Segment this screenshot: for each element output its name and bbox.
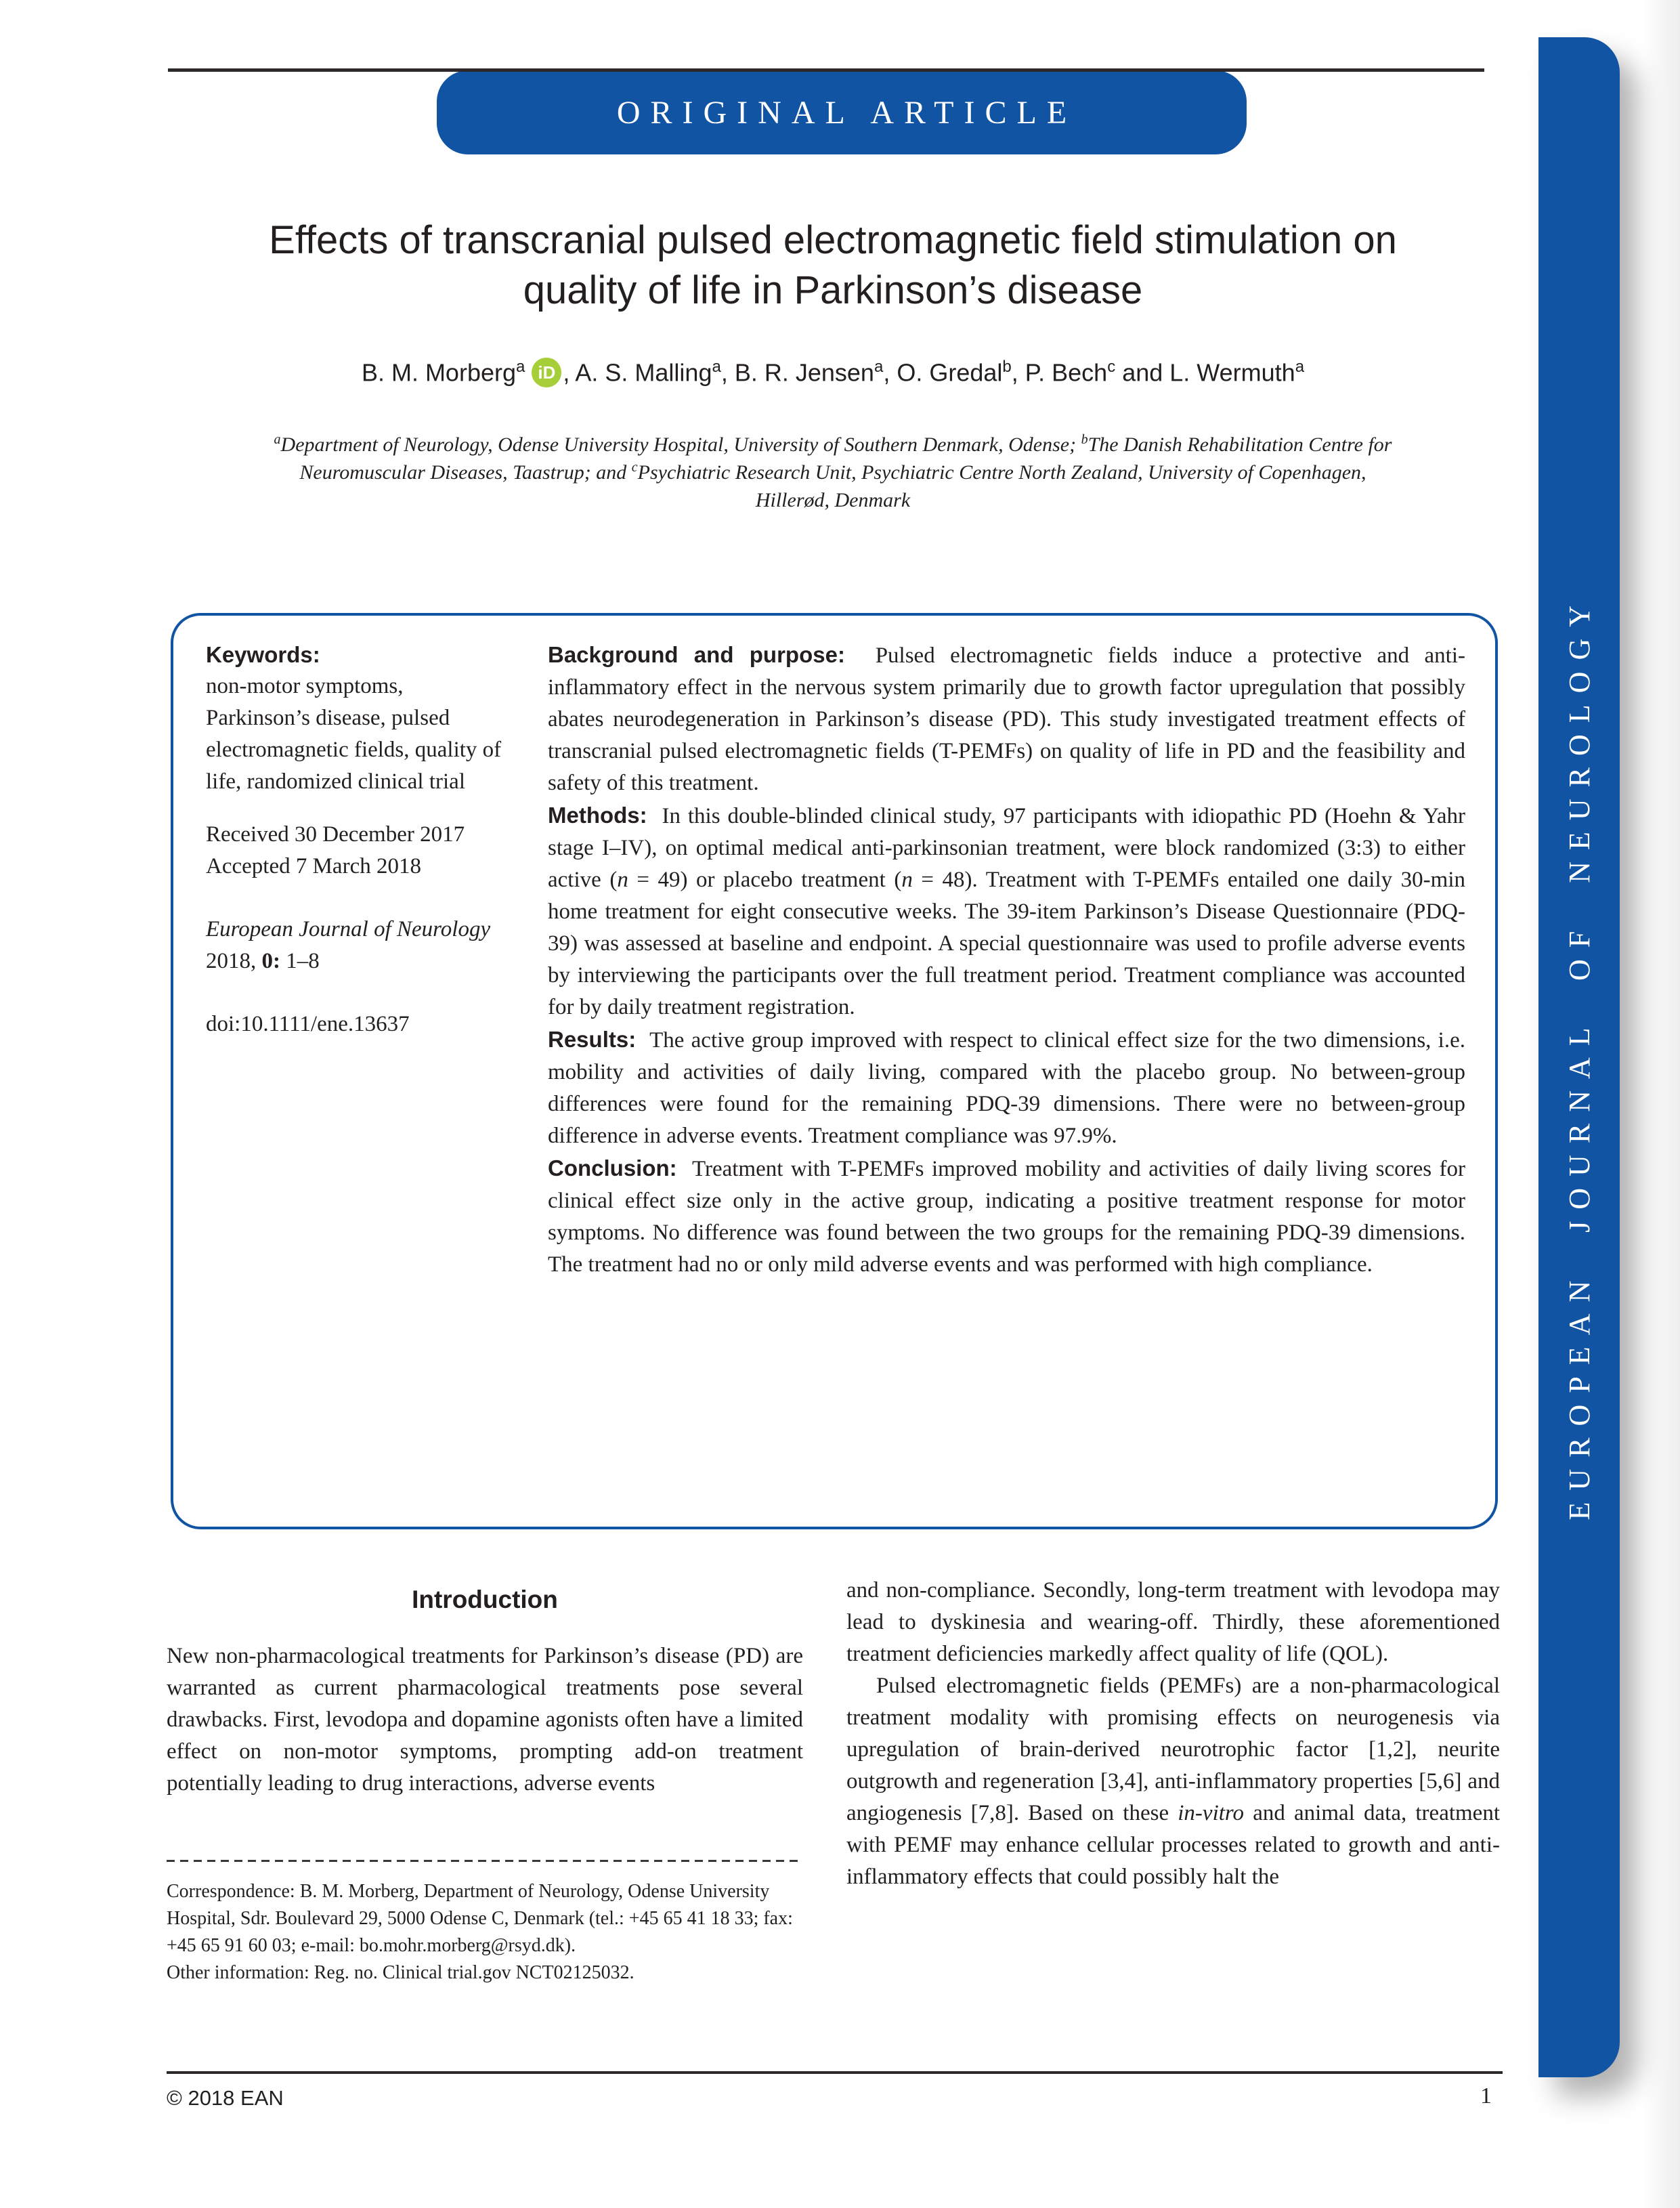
author-name: O. Gredal <box>897 358 1003 387</box>
journal-side-strip <box>1538 37 1620 2077</box>
affiliation-line: Neuromuscular Diseases, Taastrup; and $^c$Psychiatric Research Unit, Psychiatric Centre North Zealand, University of Copenhagen, <box>299 460 1366 484</box>
author-name: L. Wermuth <box>1169 358 1295 387</box>
author-name: B. R. Jensen <box>734 358 874 387</box>
abstract-section: Results: The active group improved with respect to clinical effect size for the two dimensions, i.e. mobility and activities of daily living, compared with the placebo group. No between-group differences were found for the remaining PDQ-39 dimensions. There were no between-group difference in adverse events. Treatment compliance was 97.9%. <box>548 1027 1465 1148</box>
copyright-notice: © 2018 EAN <box>167 2086 284 2110</box>
section-heading-introduction: Introduction <box>412 1586 558 1613</box>
page-number: 1 <box>1480 2083 1492 2108</box>
article-title <box>0 215 1666 316</box>
body-column-left <box>167 1585 803 1800</box>
article-type-banner <box>437 70 1247 154</box>
footnote-paragraph: Correspondence: B. M. Morberg, Department of Neurology, Odense University Hospital, Sdr. Boulevard 29, 5000 Odense C, Denmark (tel.: +45 65 41 18 33; fax: +45 65 91 60 03; e-mail: bo.mohr.morberg@rsyd.dk). <box>167 1881 793 1956</box>
affiliations <box>0 431 1666 514</box>
accepted-date: Accepted 7 March 2018 <box>206 854 421 878</box>
abstract-section-label: Conclusion: <box>548 1155 677 1181</box>
author-name: A. S. Malling <box>575 358 712 387</box>
received-date: Received 30 December 2017 <box>206 822 465 847</box>
author-affiliation-sup: a <box>516 357 525 376</box>
dates-block <box>206 819 511 883</box>
author-name: P. Bech <box>1025 358 1108 387</box>
abstract-text-column <box>548 639 1465 1506</box>
article-info-column <box>206 639 511 1506</box>
body-paragraph: New non-pharmacological treatments for Parkinson’s disease (PD) are warranted as current pharmacological treatments pose several drawbacks. First, levodopa and dopamine agonists often have a limited effect on non-motor symptoms, prompting add-on treatment potentially leading to drug interactions, adverse events <box>167 1644 803 1796</box>
body-paragraph: and non-compliance. Secondly, long-term treatment with levodopa may lead to dyskinesia and wearing-off. Thirdly, these aforementioned treatment deficiencies markedly affect quality of life (QOL). <box>846 1578 1500 1666</box>
affiliation-line: $^a$Department of Neurology, Odense University Hospital, University of Southern Denmark, Odense; $^b$The Danish Rehabilitation Centre for <box>274 432 1392 456</box>
orcid-icon: iD <box>532 358 561 387</box>
abstract-section: Background and purpose: Pulsed electromagnetic fields induce a protective and anti-inflammatory effect in the nervous system primarily due to growth factor upregulation that possibly abates neurodegeneration in Parkinson’s disease (PD). This study investigated treatment effects of transcranial pulsed electromagnetic fields (T-PEMFs) on quality of life in PD and the feasibility and safety of this treatment. <box>548 642 1465 795</box>
body-paragraph: Pulsed electromagnetic fields (PEMFs) are a non-pharmacological treatment modality with promising effects on neurogenesis via upregulation of brain-derived neurotrophic factor [1,2], neurite outgrowth and regeneration [3,4], anti-inflammatory properties [5,6] and angiogenesis [7,8]. Based on these in-vitro and animal data, treatment with PEMF may enhance cellular processes related to growth and anti-inflammatory effects that could possibly halt the <box>846 1674 1500 1889</box>
abstract-box <box>171 613 1498 1529</box>
author-list: B. M. Morberg$^a$ iD , A. S. Malling$^a$, B. R. Jensen$^a$, O. Gredal$^b$, P. Bech$^c$ and L. Wermuth$^a$ <box>361 357 1305 387</box>
doi: doi:10.1111/ene.13637 <box>206 1012 410 1036</box>
abstract-section-label: Methods: <box>548 803 647 828</box>
article-title-line2: quality of life in Parkinson’s disease <box>523 268 1143 312</box>
author-affiliation-sup: a <box>874 357 884 376</box>
author-affiliation-sup: a <box>712 357 721 376</box>
journal-reference: European Journal of Neurology 2018, 0: 1–8 <box>206 917 491 973</box>
correspondence-footnote <box>167 1860 803 1987</box>
article-type-label: ORIGINAL ARTICLE <box>616 94 1077 131</box>
abstract-section-label: Results: <box>548 1027 637 1052</box>
footer-rule <box>167 2071 1503 2074</box>
journal-name-vertical: EUROPEAN JOURNAL OF NEUROLOGY <box>1562 594 1596 1521</box>
affiliation-line: Hillerød, Denmark <box>755 489 911 511</box>
abstract-section: Conclusion: Treatment with T-PEMFs improved mobility and activities of daily living scores for clinical effect size only in the active group, indicating a positive treatment response for motor symptoms. No difference was found between the two groups for the remaining PDQ-39 dimensions. The treatment had no or only mild adverse events and was performed with high compliance. <box>548 1155 1466 1277</box>
header-rule <box>168 68 1484 72</box>
author-affiliation-sup: b <box>1002 357 1012 376</box>
abstract-section: Methods: In this double-blinded clinical study, 97 participants with idiopathic PD (Hoehn & Yahr stage I–IV), on optimal medical anti-parkinsonian treatment, were block randomized (3:3) to either active (n = 49) or placebo treatment (n = 48). Treatment with T-PEMFs entailed one daily 30-min home treatment for eight consecutive weeks. The 39-item Parkinson’s Disease Questionnaire (PDQ-39) was assessed at baseline and endpoint. A special questionnaire was used to profile adverse events by interviewing the participants over the full treatment period. Treatment compliance was accounted for by daily treatment registration. <box>548 803 1465 1019</box>
keywords-text: non-motor symptoms, Parkinson’s disease, pulsed electromagnetic fields, quality of life, randomized clinical trial <box>206 674 502 794</box>
keywords-label: Keywords: <box>206 642 320 667</box>
correspondence-text <box>167 1878 803 1987</box>
author-affiliation-sup: a <box>1295 357 1305 376</box>
introduction-text-left <box>167 1640 803 1800</box>
footnote-paragraph: Other information: Reg. no. Clinical trial.gov NCT02125032. <box>167 1962 634 1983</box>
body-column-right <box>846 1575 1500 1893</box>
article-title-line1: Effects of transcranial pulsed electromagnetic field stimulation on <box>269 218 1397 262</box>
author-affiliation-sup: c <box>1107 357 1116 376</box>
abstract-section-label: Background and purpose: <box>548 642 845 667</box>
author-name: B. M. Morberg <box>361 358 516 387</box>
footnote-divider <box>167 1860 803 1862</box>
